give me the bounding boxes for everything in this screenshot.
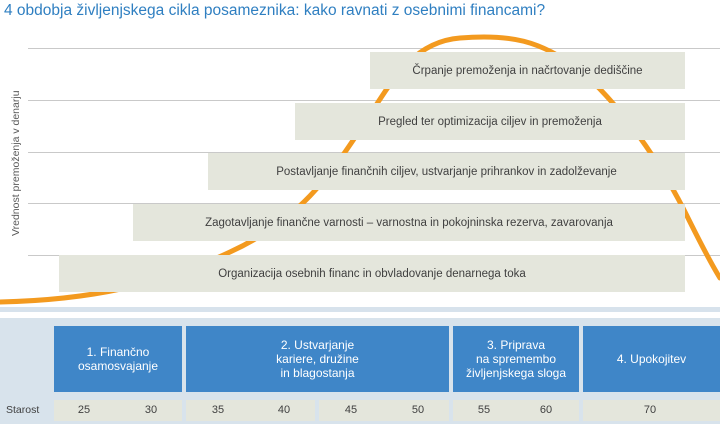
activity-bar-goals: Postavljanje finančnih ciljev, ustvarjanje prihrankov in zadolževanje [208, 153, 685, 190]
phase-1 [54, 326, 182, 392]
age-tick: 25 [77, 404, 91, 416]
chart-baseline [0, 307, 720, 312]
activity-bar-review: Pregled ter optimizacija ciljev in premoženja [295, 103, 685, 140]
age-tick: 40 [277, 404, 291, 416]
age-tick: 70 [643, 404, 657, 416]
age-tick: 35 [211, 404, 225, 416]
phase-4-label: 4. Upokojitev [616, 352, 687, 366]
age-tick: 30 [144, 404, 158, 416]
age-tick: 55 [477, 404, 491, 416]
age-tick: 50 [411, 404, 425, 416]
phase-3 [453, 326, 579, 392]
age-tick: 60 [539, 404, 553, 416]
activity-bar-estate: Črpanje premoženja in načrtovanje dediščine [370, 52, 685, 89]
page-title: 4 obdobja življenjskega cikla posameznika: kako ravnati z osebnimi financami? [4, 2, 546, 19]
phase-2-label: 2. Ustvarjanje kariere, družine in blagostanja [276, 338, 359, 380]
phase-4 [583, 326, 720, 392]
phase-2 [186, 326, 449, 392]
activity-bar-security: Zagotavljanje finančne varnosti – varnostna in pokojninska rezerva, zavarovanja [133, 204, 685, 241]
age-tick: 45 [344, 404, 358, 416]
phase-1-label: 1. Finančno osamosvajanje [77, 345, 159, 373]
age-row-label: Starost [6, 404, 40, 416]
y-axis-label: Vrednost premoženja v denarju [10, 90, 22, 236]
phase-3-label: 3. Priprava na spremembo življenjskega sloga [465, 338, 567, 380]
activity-bar-organization: Organizacija osebnih financ in obvladovanje denarnega toka [59, 255, 685, 292]
